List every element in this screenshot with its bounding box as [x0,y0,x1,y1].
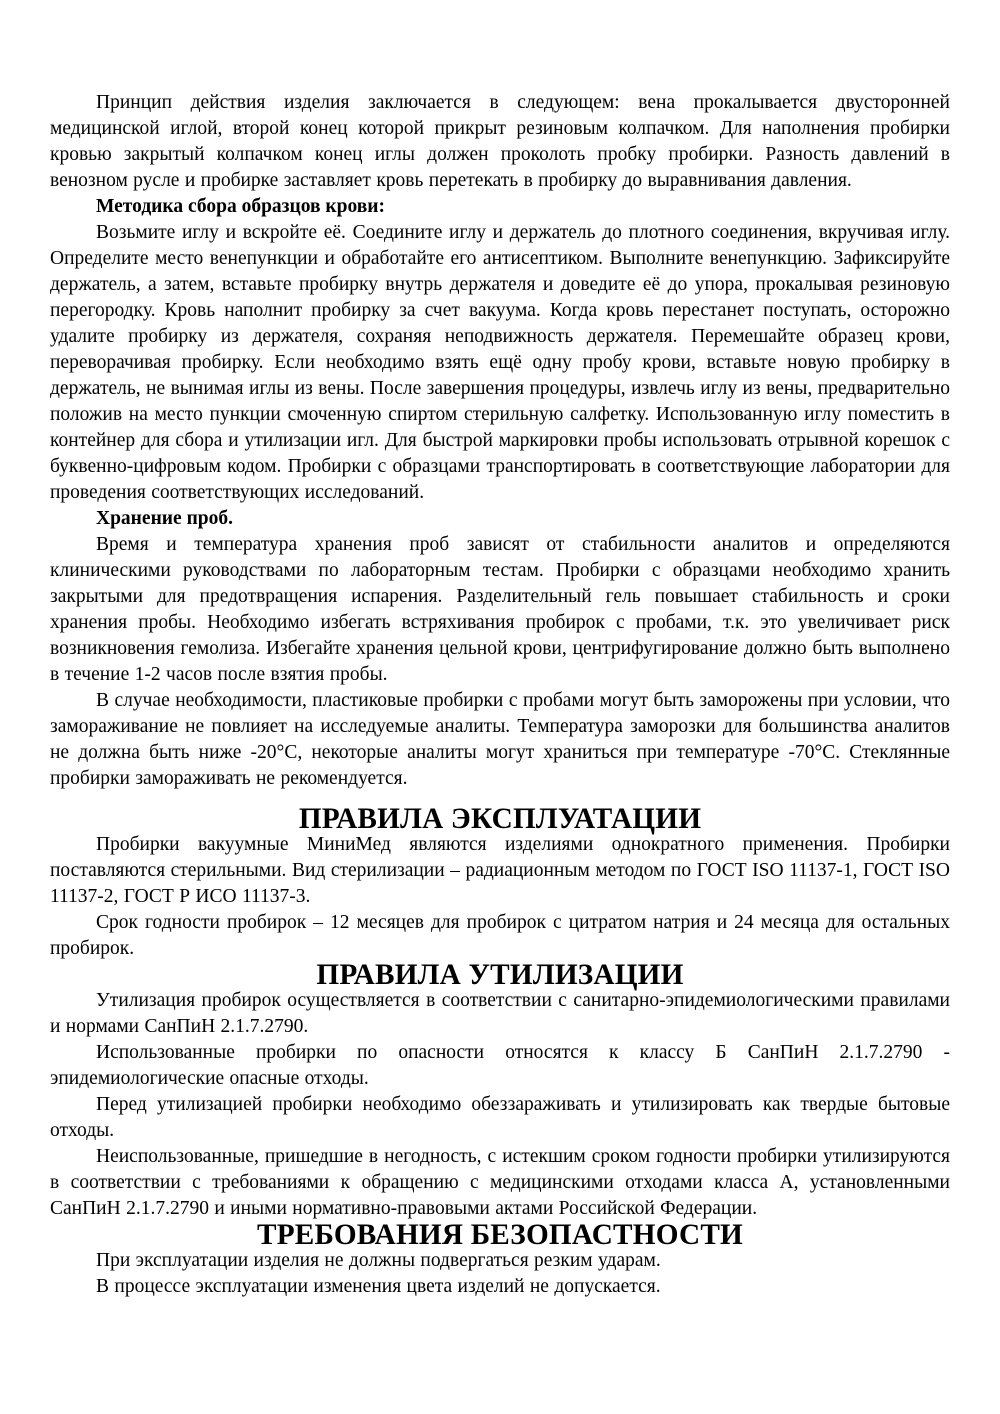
paragraph-freezing-conditions: В случае необходимости, пластиковые пробирки с пробами могут быть заморожены при условии, что замораживание не повлияет на исследуемые аналиты. Температура заморозки для большинства аналитов не должна быть ниже -20°С, некоторые аналиты могут храниться при температуре -70°С. Стеклянные пробирки замораживать не рекомендуется. [50,690,950,789]
paragraph-single-use-sterilization: Пробирки вакуумные МиниМед являются изделиями однократного применения. Пробирки поставляются стерильными. Вид стерилизации – радиационным методом по ГОСТ ISO 11137-1, ГОСТ ISO 11137-2, ГОСТ Р ИСО 11137-3. [50,834,950,907]
section-title-operation-rules: ПРАВИЛА ЭКСПЛУАТАЦИИ [298,803,702,835]
paragraph-collection-procedure: Возьмите иглу и вскройте её. Соедините иглу и держатель до плотного соединения, вкручивая иглу. Определите место венепункции и обработайте его антисептиком. Выполните венепункцию. Зафиксируйте держатель, а затем, вставьте пробирку внутрь держателя и доведите её до упора, прокалывая резиновую перегородку. Кровь наполнит пробирку за счет вакуума. Когда кровь перестанет поступать, осторожно удалите пробирку из держателя, сохраняя неподвижность держателя. Перемешайте образец крови, переворачивая пробирку. Если необходимо взять ещё одну пробу крови, вставьте новую пробирку в держатель, не вынимая иглы из вены. После завершения процедуры, извлечь иглу из вены, предварительно положив на место пункции смоченную спиртом стерильную салфетку. Использованную иглу поместить в контейнер для сбора и утилизации игл. Для быстрой маркировки пробы использовать отрывной корешок с буквенно-цифровым кодом. Пробирки с образцами транспортировать в соответствующие лаборатории для проведения соответствующих исследований. [50,222,950,503]
paragraph-no-color-change: В процессе эксплуатации изменения цвета изделий не допускается. [96,1276,661,1297]
heading-sample-storage: Хранение проб. [96,508,234,529]
paragraph-no-sharp-impacts: При эксплуатации изделия не должны подвергаться резким ударам. [96,1250,661,1271]
paragraph-used-tubes-class-b: Использованные пробирки по опасности относятся к классу Б СанПиН 2.1.7.2790 - эпидемиологические опасные отходы. [50,1042,950,1089]
paragraph-shelf-life: Срок годности пробирок – 12 месяцев для пробирок с цитратом натрия и 24 месяца для остальных пробирок. [50,912,950,959]
paragraph-unused-expired-tubes: Неиспользованные, пришедшие в негодность, с истекшим сроком годности пробирки утилизируются в соответствии с требованиями к обращению с медицинскими отходами класса А, установленными СанПиН 2.1.7.2790 и иными нормативно-правовыми актами Российской Федерации. [50,1146,950,1219]
heading-blood-collection-method: Методика сбора образцов крови: [96,196,386,217]
paragraph-decontamination: Перед утилизацией пробирки необходимо обеззараживать и утилизировать как твердые бытовые отходы. [50,1094,950,1141]
paragraph-operating-principle: Принцип действия изделия заключается в следующем: вена прокалывается двусторонней медицинской иглой, второй конец которой прикрыт резиновым колпачком. Для наполнения пробирки кровью закрытый колпачком конец иглы должен проколоть пробку пробирки. Разность давлений в венозном русле и пробирке заставляет кровь перетекать в пробирку до выравнивания давления. [50,92,950,191]
paragraph-disposal-sanpin: Утилизация пробирок осуществляется в соответствии с санитарно-эпидемиологическими правилами и нормами СанПиН 2.1.7.2790. [50,990,950,1037]
section-title-safety-requirements: ТРЕБОВАНИЯ БЕЗОПАСТНОСТИ [257,1219,743,1251]
paragraph-storage-conditions: Время и температура хранения проб зависят от стабильности аналитов и определяются клиническими руководствами по лабораторным тестам. Пробирки с образцами необходимо хранить закрытыми для предотвращения испарения. Разделительный гель повышает стабильность и сроки хранения пробы. Необходимо избегать встряхивания пробирок с пробами, т.к. это увеличивает риск возникновения гемолиза. Избегайте хранения цельной крови, центрифугирование должно быть выполнено в течение 1-2 часов после взятия пробы. [50,534,950,685]
section-title-disposal-rules: ПРАВИЛА УТИЛИЗАЦИИ [316,959,684,991]
